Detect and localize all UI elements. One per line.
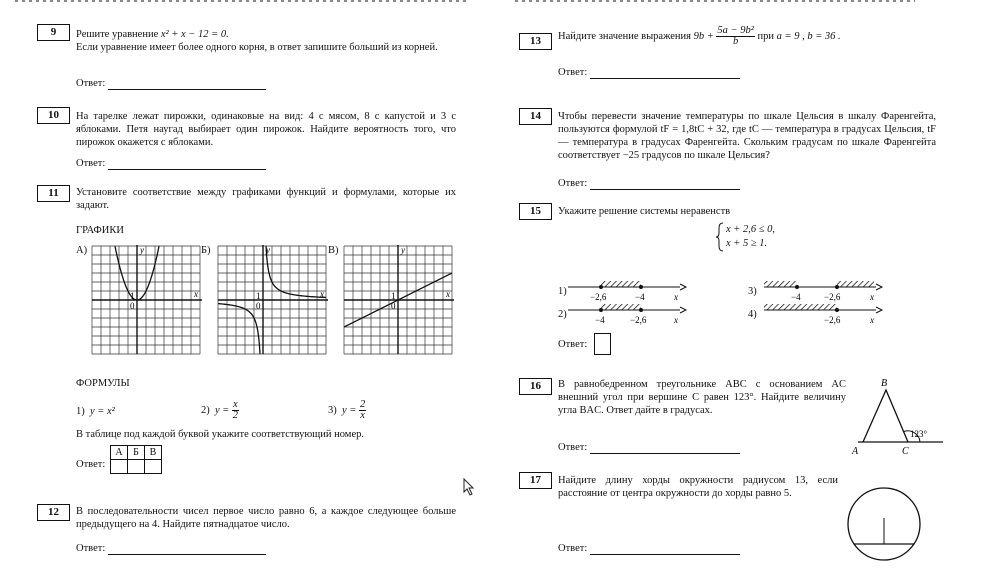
answer-field-17[interactable]: [590, 554, 740, 555]
answer-field-16[interactable]: [590, 453, 740, 454]
task-number-12: 12: [37, 504, 70, 521]
task-9-condition: Если уравнение имеет более одного корня, в ответ запишите больший из корней.: [76, 42, 438, 53]
option-1-label[interactable]: 1): [558, 286, 567, 297]
answer-label: Ответ:: [558, 442, 588, 453]
fraction-den: x: [360, 410, 365, 421]
task-13-text: [558, 26, 841, 47]
origin-label: 0: [256, 301, 261, 311]
axis-label: x: [674, 292, 678, 302]
option-2-label[interactable]: 2): [558, 309, 567, 320]
task-9-intro: Решите уравнение: [76, 29, 159, 40]
task-10-text: На тарелке лежат пирожки, одинаковые на вид: 4 с мясом, 8 с капустой и 3 с яблоками. Петя наугад выбирает один пирожок. Найдите вероятность того, что пирожок окажется с яблоками.: [76, 111, 456, 148]
task-number-13: 13: [519, 33, 552, 50]
task-15-text: Укажите решение системы неравенств: [558, 206, 731, 217]
angle-label: 123°: [910, 429, 928, 439]
answer-field-12[interactable]: [108, 554, 266, 555]
mouse-cursor-icon: [463, 478, 475, 496]
triangle-figure: [848, 374, 958, 460]
task-17-text: Найдите длину хорды окружности радиусом 13, если расстояние от центра окружности до хорды равно 5.: [558, 475, 838, 499]
fraction-num: 5a − 9b²: [717, 25, 754, 36]
x-axis-label: x: [194, 289, 198, 299]
number-line-4: [764, 301, 884, 327]
table-header: Б: [128, 446, 145, 460]
formula-2-lhs: y =: [215, 404, 230, 416]
answer-field-10[interactable]: [108, 169, 266, 170]
tick-label: −4: [595, 315, 605, 325]
table-cell[interactable]: [128, 460, 145, 474]
task-9-text: [76, 28, 456, 54]
option-4-label[interactable]: 4): [748, 309, 757, 320]
task-10-answer: [76, 157, 266, 170]
answer-label: Ответ:: [558, 67, 588, 78]
task-number-11: 11: [37, 185, 70, 202]
formula-num: 1): [76, 406, 85, 417]
tick-label: −2,6: [824, 292, 841, 302]
unit-label: 1: [256, 291, 261, 301]
option-3-label[interactable]: 3): [748, 286, 757, 297]
answer-box-15[interactable]: [594, 333, 611, 355]
task-9-answer: [76, 77, 266, 90]
task-13-intro: Найдите значение выражения: [558, 30, 691, 42]
formula-3-lhs: y =: [342, 404, 357, 416]
task-9-equation: x² + x − 12 = 0.: [160, 29, 229, 40]
formula-3: [328, 400, 366, 421]
tick-label: −2,6: [824, 315, 841, 325]
top-border-right: [515, 0, 915, 2]
task-14-text: Чтобы перевести значение температуры по шкале Цельсия в шкалу Фаренгейта, пользуются формулой tF = 1,8tC + 32, где tC — температура в градусах Цельсия, tF — температура в градусах Фаренгейта. Скольким градусам по шкале Фаренгейта соответствует −25 градусов по шкале Цельсия?: [558, 111, 936, 161]
task-11-answer-label: Ответ:: [76, 459, 106, 470]
answer-field-9[interactable]: [108, 89, 266, 90]
system-brace: [716, 222, 724, 252]
task-number-9: 9: [37, 24, 70, 41]
fraction-den: b: [733, 36, 739, 47]
formula-1: [76, 405, 115, 418]
x-axis-label: x: [320, 289, 324, 299]
graph-v: [342, 244, 454, 356]
vertex-a-label: A: [852, 446, 859, 457]
fraction-num: x: [233, 399, 238, 410]
task-12-answer: [76, 542, 266, 555]
answer-label: Ответ:: [76, 78, 106, 89]
unit-label: 1: [130, 291, 135, 301]
axis-label: x: [870, 292, 874, 302]
task-14-answer: [558, 177, 740, 190]
graph-label-b: Б): [201, 245, 211, 256]
y-axis-label: y: [266, 245, 270, 255]
table-header: В: [145, 446, 162, 460]
task-13-post: при: [757, 30, 775, 42]
task-number-15: 15: [519, 203, 552, 220]
task-16-answer: [558, 441, 740, 454]
table-cell[interactable]: [111, 460, 128, 474]
graph-label-a: А): [76, 245, 88, 256]
task-12-text: В последовательности чисел первое число равно 6, а каждое следующее больше предыдущего на 4. Найдите пятнадцатое число.: [76, 506, 456, 530]
origin-label: 0: [391, 301, 396, 311]
formula-1-expr: y = x²: [90, 406, 115, 417]
vertex-b-label: B: [881, 378, 888, 389]
y-axis-label: y: [140, 245, 144, 255]
system-ineq-2: x + 5 ≥ 1.: [726, 238, 768, 249]
answer-field-13[interactable]: [590, 78, 740, 79]
answer-label: Ответ:: [558, 178, 588, 189]
system-ineq-1: x + 2,6 ≤ 0,: [726, 224, 776, 235]
answer-label: Ответ:: [76, 543, 106, 554]
fraction-num: 2: [360, 399, 366, 410]
task-13-fraction: [716, 26, 754, 47]
axis-label: x: [674, 315, 678, 325]
answer-table-11[interactable]: [110, 445, 162, 474]
vertex-c-label: C: [902, 446, 909, 457]
task-number-14: 14: [519, 108, 552, 125]
formula-3-fraction: [359, 400, 366, 421]
table-header: А: [111, 446, 128, 460]
answer-label: Ответ:: [558, 543, 588, 554]
answer-field-14[interactable]: [590, 189, 740, 190]
graph-b: [216, 244, 328, 356]
task-number-10: 10: [37, 107, 70, 124]
formulas-title: ФОРМУЛЫ: [76, 378, 130, 389]
formula-2-fraction: [232, 400, 239, 421]
formula-num: 3): [328, 404, 337, 416]
y-axis-label: y: [401, 245, 405, 255]
triangle-abc: [863, 390, 908, 442]
task-13-values: a = 9 , b = 36 .: [776, 30, 841, 42]
x-axis-label: x: [446, 289, 450, 299]
graph-a: [90, 244, 202, 356]
task-11-instruction: В таблице под каждой буквой укажите соответствующий номер.: [76, 429, 364, 440]
formula-num: 2): [201, 404, 210, 416]
table-cell[interactable]: [145, 460, 162, 474]
tick-label: −4: [635, 292, 645, 302]
task-17-answer: [558, 542, 740, 555]
top-border-left: [15, 0, 470, 2]
tick-label: −2,6: [590, 292, 607, 302]
task-16-text: В равнобедренном треугольнике ABC с основанием AC внешний угол при вершине C равен 123°. Найдите величину угла BAC. Ответ дайте в градусах.: [558, 379, 846, 416]
graphs-title: ГРАФИКИ: [76, 225, 124, 236]
formula-2: [201, 400, 239, 421]
unit-label: 1: [391, 291, 396, 301]
task-number-16: 16: [519, 378, 552, 395]
task-13-answer: [558, 66, 740, 79]
task-number-17: 17: [519, 472, 552, 489]
tick-label: −4: [791, 292, 801, 302]
tick-label: −2,6: [630, 315, 647, 325]
origin-label: 0: [130, 301, 135, 311]
fraction-den: 2: [232, 410, 238, 421]
task-11-text: Установите соответствие между графиками функций и формулами, которые их задают.: [76, 187, 456, 211]
task-13-expr: 9b +: [693, 30, 714, 42]
circle-figure: [845, 485, 925, 565]
answer-label: Ответ:: [76, 158, 106, 169]
axis-label: x: [870, 315, 874, 325]
number-line-2: [568, 301, 688, 327]
graph-label-v: В): [328, 245, 339, 256]
task-15-answer-label: Ответ:: [558, 339, 588, 350]
